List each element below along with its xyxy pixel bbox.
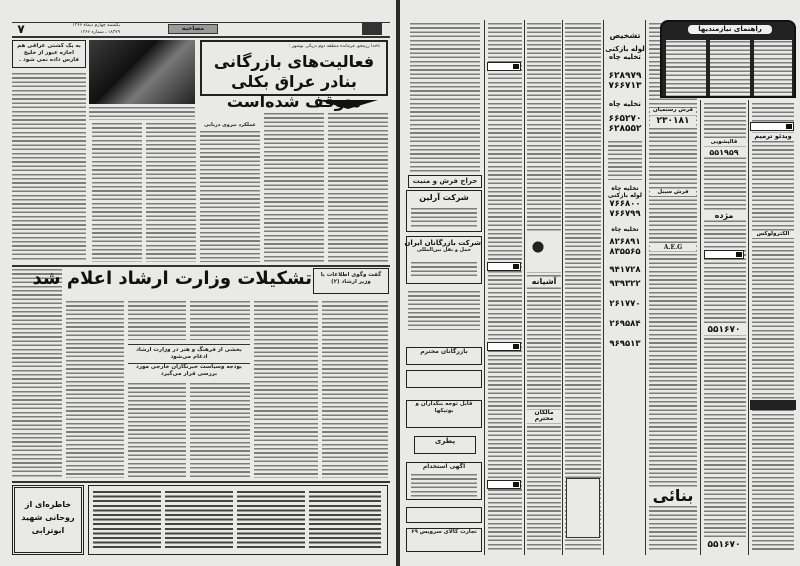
phone-number: ۲۳۰۱۸۱ [650,116,696,126]
article-text [66,300,124,478]
memoir-text [93,490,161,550]
plumbing-ads [605,22,645,552]
memoir-text [165,490,233,550]
ad-text [408,290,480,330]
ad-title: بازرگانان محترم [420,348,468,355]
date-line: یکشنبه چهارم دیماه ۱۳۶۶ [72,23,120,28]
subhead: عملکرد نیروی دریایی [204,122,256,128]
article-text [128,382,186,478]
phone-number: ۹۳۹۳۲۲ [609,279,641,290]
category-tag [704,250,744,259]
article-text [322,300,388,478]
phone-number: ۷۶۶۷۱۳ [608,81,642,92]
ad-ashiyaneh: آشیانه [526,278,562,286]
portrait-icon [530,236,546,258]
guide-text [754,40,792,96]
phone-number: ۷۶۶۷۹۹ [609,209,641,220]
memoir-text [237,490,305,550]
article-text [200,130,260,262]
section-divider [12,481,390,483]
ad-text [488,22,522,552]
classified-guide [660,20,796,98]
phone-number: ۲۶۱۷۷۰ [609,299,641,310]
memoir-title: خاطره‌ای از روحانی شهید ابوترابی [21,500,75,535]
ad-title: تخلیه چاه [611,226,639,234]
article-text [254,300,318,478]
article-text [128,300,186,340]
guide-text [666,40,706,96]
ad-text [411,261,477,279]
ad-text [410,22,480,172]
ad-trade69 [406,528,482,552]
section-label: مصاحبه [168,24,218,34]
category-tag [487,342,521,351]
ad-title: شرکت بازرگانان ایران [404,239,481,247]
phone-number: ۶۲۸۵۵۲ [608,124,642,135]
memoir-box [88,485,388,555]
ad-aeg: A.E.G [650,245,696,251]
ad-subtitle: حمل و نقل بین‌المللی [416,247,472,254]
section-divider [12,265,390,267]
ad-title: پطری [434,437,456,445]
article-text [190,382,250,478]
ad-box [406,370,482,388]
ad-reward: مژده [702,212,746,220]
article-text [264,112,324,262]
side-box-text: به یک کشتی عراقی هم اجازه عبور از خلیج فارس داده نمی شود . [17,43,81,64]
arrow-marker-icon [318,100,378,109]
inset-headline: بخشی از فرهنگ و هنر در وزارت ارشاد ادغام می‌شود [128,344,250,364]
header-rule [12,36,390,38]
ad-text [411,473,477,497]
ad-title: تخلیه چاه [609,52,641,61]
guide-text [710,40,750,96]
newspaper-logo [362,23,382,35]
ad-carpet2: فرش سیبل [650,190,696,196]
article-text [92,122,142,262]
memoir-title-box [12,485,84,555]
ad-text [608,140,642,180]
ad-hiring [406,462,482,500]
ad-title: لوله بازکنی [608,191,642,199]
ad-carriers [406,400,482,428]
ad-construction: بنائی [647,488,699,505]
ad-text [565,22,601,552]
phone-number: ۹۴۱۷۲۸ [609,265,641,276]
handwritten-ad [566,478,600,538]
ad-title: تشخیص [609,31,641,40]
category-tag [487,480,521,489]
ad-title: تجارت کالای سرویس ۶۹ [411,529,477,535]
ad-carpet: فرش رستمیان [650,108,696,114]
category-tag [750,122,794,131]
guide-title: راهنمای نیازمندیها [688,25,772,34]
ad-title: لوله بازکنی [605,45,645,54]
phone-number: ۹۶۹۵۱۳ [609,339,641,350]
ad-auction: حراج فرش و منبت [408,175,482,188]
left-page [0,0,396,566]
ad-electrolux: الکترولوکس [750,232,796,238]
ad-text [411,207,477,227]
ad-text [649,22,697,552]
phone-number: ۵۵۱۹۵۹ [702,148,746,157]
ad-arlin [406,190,482,232]
phone-number: ۶۲۸۹۷۹ [608,71,642,82]
article-text [190,300,250,340]
phone-number: ۵۵۱۶۷۰ [702,325,746,335]
ad-box [406,507,482,523]
memoir-text [309,490,381,550]
article-text [328,112,388,262]
right-page [400,0,800,566]
phone-number: ۶۶۵۲۷۰ [608,114,642,125]
interview-box [313,268,389,294]
issue-line: ۱۸۳۷۹ ـ شماره ۱۳۶۶ [80,29,120,35]
category-tag [487,62,521,71]
ad-title: آگهی استخدام [422,463,466,470]
ad-merchants [406,236,482,284]
interview-box-text: گفت وگوی اطلاعات با وزیر ارشاد (۲) [320,272,382,286]
inset-headline: بودجه وسیاست خبرنگاران خارجی مورد بررسی قرار می‌گیرد [136,364,242,378]
ad-title: قابل توجه بنکداران و بوتیکها [415,401,473,415]
ad-owners: مالکان محترم [526,410,562,423]
kicker: ناخدا رزمجو، فرمانده منطقه دوم دریائی بوشهر : [288,44,380,49]
article-text [146,122,196,262]
headline-secondary: تشکیلات وزارت ارشاد اعلام شد [32,268,312,289]
ad-text [527,22,561,552]
ad-text [752,102,794,552]
category-bar [750,400,796,410]
ad-traders [406,347,482,365]
phone-number: ۸۳۵۵۶۵ [609,247,641,258]
photo [89,40,195,104]
phone-number: ۸۲۶۸۹۱ [609,237,641,248]
phone-number: ۵۵۱۶۷۰ [702,540,746,550]
ad-cleaning: قالیشویی [702,140,746,146]
category-tag [487,262,521,271]
headline-main: فعالیت‌های بازرگانی بنادر عراق بکلی متوقف شده‌است [213,51,375,111]
phone-number: ۲۶۹۵۸۴ [609,319,641,330]
page-number: ۷ [17,22,25,36]
ad-petri [414,436,476,454]
article-text [12,268,62,478]
ad-video: ویدئو ترمیم [750,133,796,140]
photo-caption [89,106,195,120]
ad-title: تخلیه چاه [611,185,639,193]
phone-number: ۷۶۶۸۰۰ [609,199,641,210]
side-box [12,40,86,68]
ad-title: تخلیه چاه [609,100,641,109]
ad-title: شرکت آرلین [419,193,469,202]
headline-box [200,40,388,111]
article-text [12,72,86,262]
